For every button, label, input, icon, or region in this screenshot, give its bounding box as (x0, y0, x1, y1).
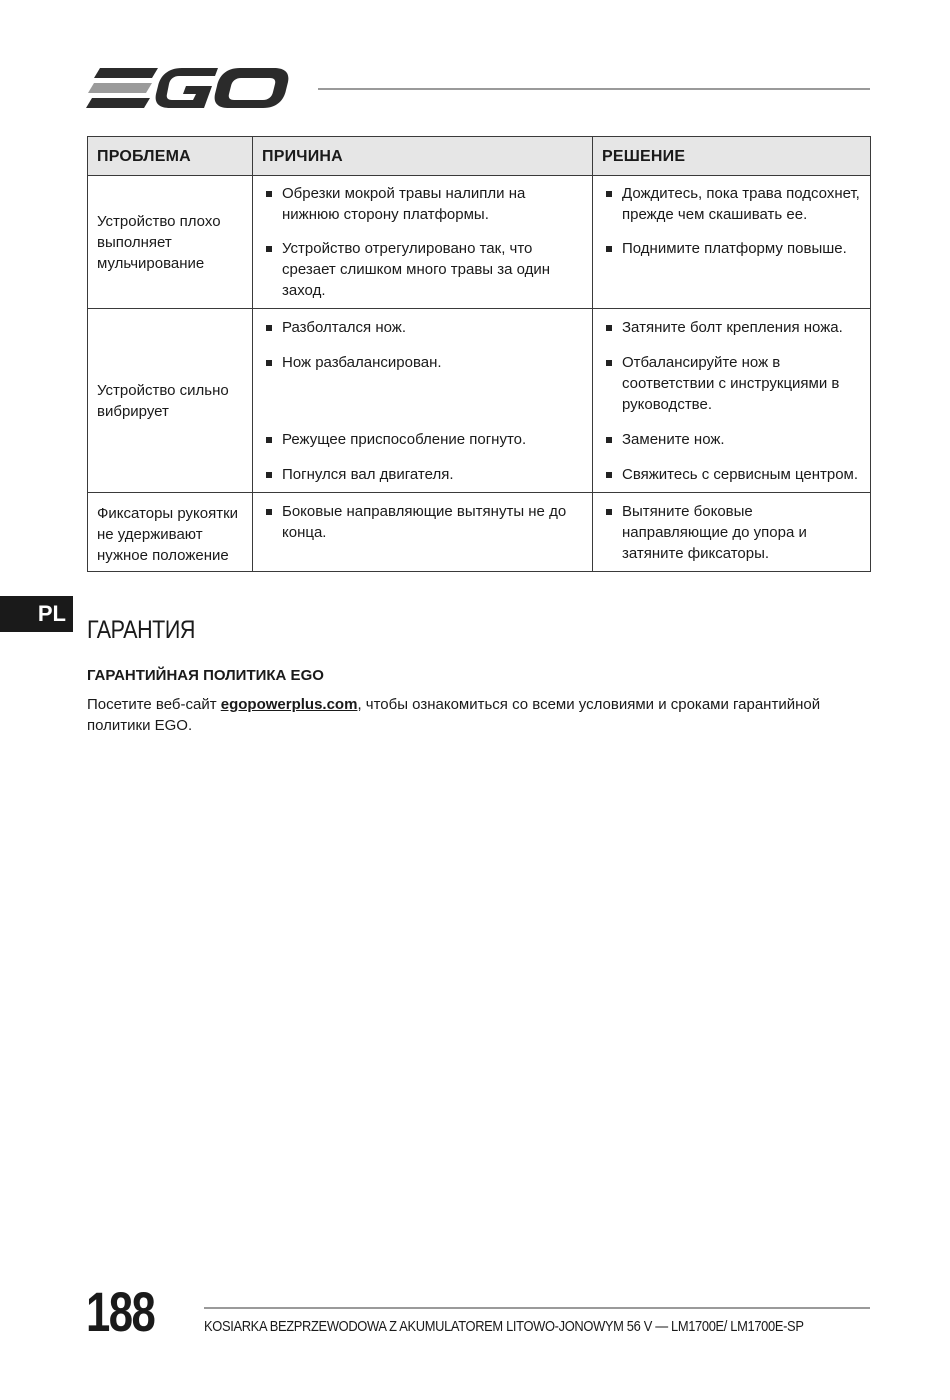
cause-item: Нож разбалансирован. (263, 352, 584, 373)
solution-item: Поднимите платформу повыше. (603, 238, 862, 259)
header-rule (318, 88, 870, 90)
cause-cell (253, 493, 593, 572)
solution-item: Дождитесь, пока трава подсохнет, прежде чем скашивать ее. (603, 183, 862, 225)
table-row (88, 309, 871, 493)
cause-cell (253, 309, 593, 493)
cause-item: Боковые направляющие вытянуты не до конца. (263, 501, 584, 543)
warranty-paragraph (87, 694, 870, 736)
warranty-subheading: ГАРАНТИЙНАЯ ПОЛИТИКА EGO (87, 667, 324, 684)
cause-item: Разболтался нож. (263, 317, 584, 338)
solution-item: Свяжитесь с сервисным центром. (603, 464, 862, 485)
warranty-text-before: Посетите веб-сайт (87, 696, 221, 713)
footer-text: KOSIARKA BEZPRZEWODOWA Z AKUMULATOREM LITOWO-JONOWYM 56 V — LM1700E/ LM1700E-SP (204, 1318, 804, 1335)
warranty-link[interactable]: egopowerplus.com (220, 696, 358, 713)
solution-item: Отбалансируйте нож в соответствии с инструкциями в руководстве. (603, 352, 862, 415)
header-solution: РЕШЕНИЕ (593, 137, 871, 176)
page-number: 188 (86, 1280, 155, 1343)
solution-item: Вытяните боковые направляющие до упора и затяните фиксаторы. (603, 501, 862, 564)
problem-cell: Устройство плохо выполняет мульчирование (88, 176, 253, 309)
problem-cell: Фиксаторы рукоятки не удерживают нужное положение (88, 493, 253, 572)
cause-item: Устройство отрегулировано так, что срезает слишком много травы за один заход. (263, 238, 584, 301)
solution-cell (593, 309, 871, 493)
solution-cell (593, 176, 871, 309)
troubleshooting-table (87, 136, 871, 572)
header-problem: ПРОБЛЕМА (88, 137, 253, 176)
table-row (88, 176, 871, 309)
solution-cell (593, 493, 871, 572)
cause-cell (253, 176, 593, 309)
header-cause: ПРИЧИНА (253, 137, 593, 176)
cause-item: Погнулся вал двигателя. (263, 464, 584, 485)
solution-item: Затяните болт крепления ножа. (603, 317, 862, 338)
problem-cell: Устройство сильно вибрирует (88, 309, 253, 493)
warranty-text-after: , чтобы ознакомиться со всеми условиями и сроками гарантийной политики EGO. (87, 696, 821, 734)
language-tab: PL (0, 596, 73, 632)
section-title: ГАРАНТИЯ (87, 616, 195, 644)
cause-item: Обрезки мокрой травы налипли на нижнюю сторону платформы. (263, 183, 584, 225)
footer-rule (204, 1307, 870, 1309)
cause-item: Режущее приспособление погнуто. (263, 429, 584, 450)
table-row (88, 493, 871, 572)
ego-logo (86, 64, 298, 112)
table-header-row (88, 137, 871, 176)
solution-item: Замените нож. (603, 429, 862, 450)
